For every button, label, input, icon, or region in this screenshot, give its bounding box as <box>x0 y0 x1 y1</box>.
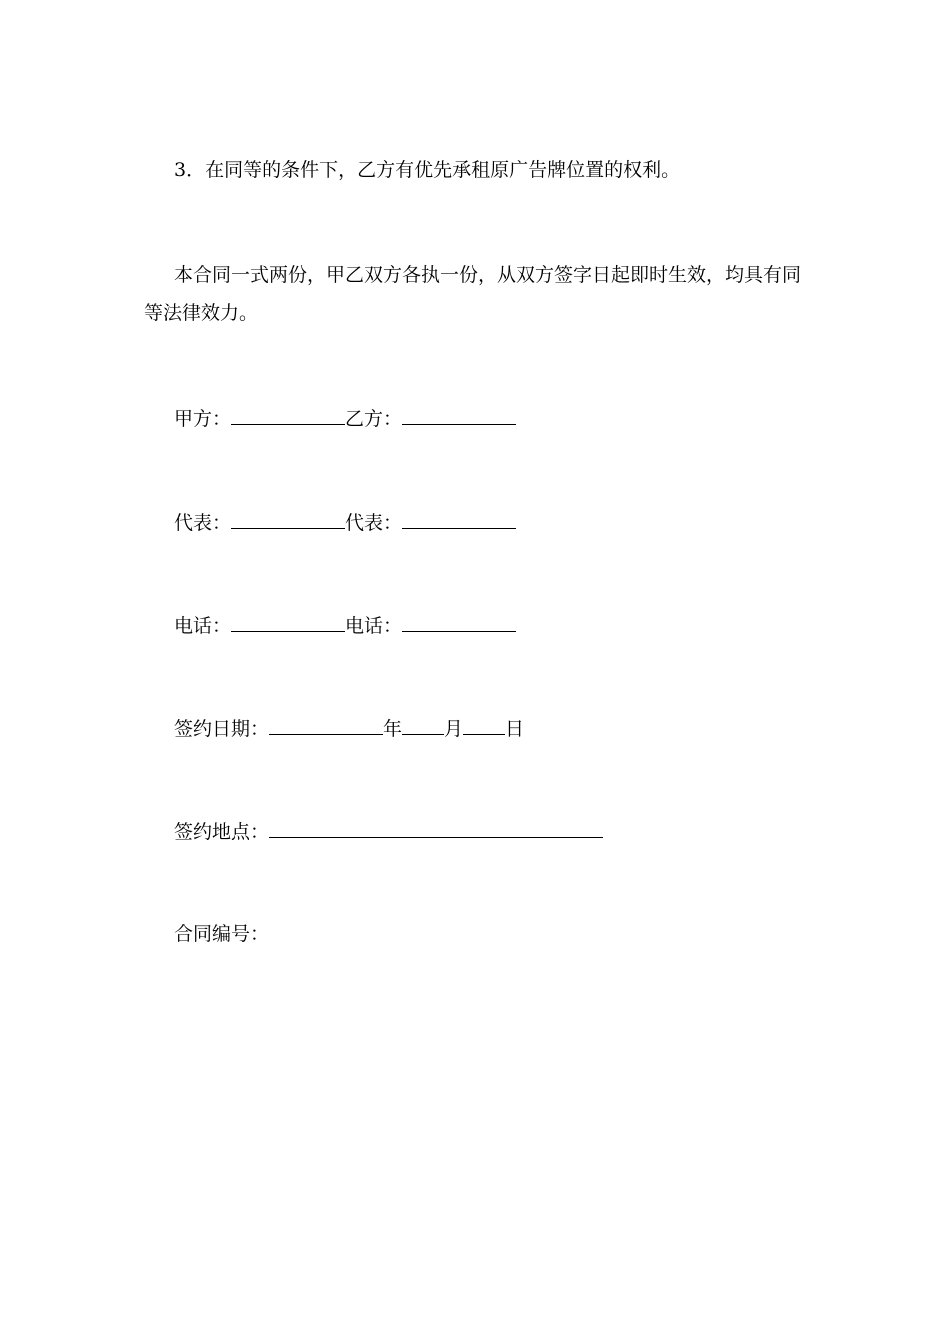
place-blank[interactable] <box>269 818 603 838</box>
phone-a-blank[interactable] <box>231 612 345 632</box>
rep-b-blank[interactable] <box>402 509 516 529</box>
clause-3: 3．在同等的条件下，乙方有优先承租原广告牌位置的权利。 <box>174 159 681 181</box>
phone-b-blank[interactable] <box>402 612 516 632</box>
place-label: 签约地点： <box>174 821 270 843</box>
rep-b-label: 代表： <box>345 512 403 534</box>
month-blank[interactable] <box>402 715 444 735</box>
party-a-blank[interactable] <box>231 405 345 425</box>
rep-a-blank[interactable] <box>231 509 345 529</box>
party-row <box>174 405 516 431</box>
date-label: 签约日期： <box>174 718 270 740</box>
closing-paragraph: 本合同一式两份，甲乙双方各执一份，从双方签字日起即时生效，均具有同等法律效力。 <box>144 264 802 324</box>
phone-a-label: 电话： <box>174 615 232 637</box>
party-b-blank[interactable] <box>402 405 516 425</box>
year-label: 年 <box>383 718 403 740</box>
contract-number-row <box>174 922 269 946</box>
representative-row <box>174 509 516 535</box>
day-blank[interactable] <box>463 715 505 735</box>
phone-b-label: 电话： <box>345 615 403 637</box>
month-label: 月 <box>444 718 464 740</box>
day-label: 日 <box>505 718 525 740</box>
party-a-label: 甲方： <box>174 408 232 430</box>
year-blank[interactable] <box>269 715 383 735</box>
party-b-label: 乙方： <box>345 408 403 430</box>
rep-a-label: 代表： <box>174 512 232 534</box>
signing-date-row <box>174 715 524 741</box>
contract-number-label: 合同编号： <box>174 923 270 945</box>
signing-place-row <box>174 818 603 844</box>
phone-row <box>174 612 516 638</box>
